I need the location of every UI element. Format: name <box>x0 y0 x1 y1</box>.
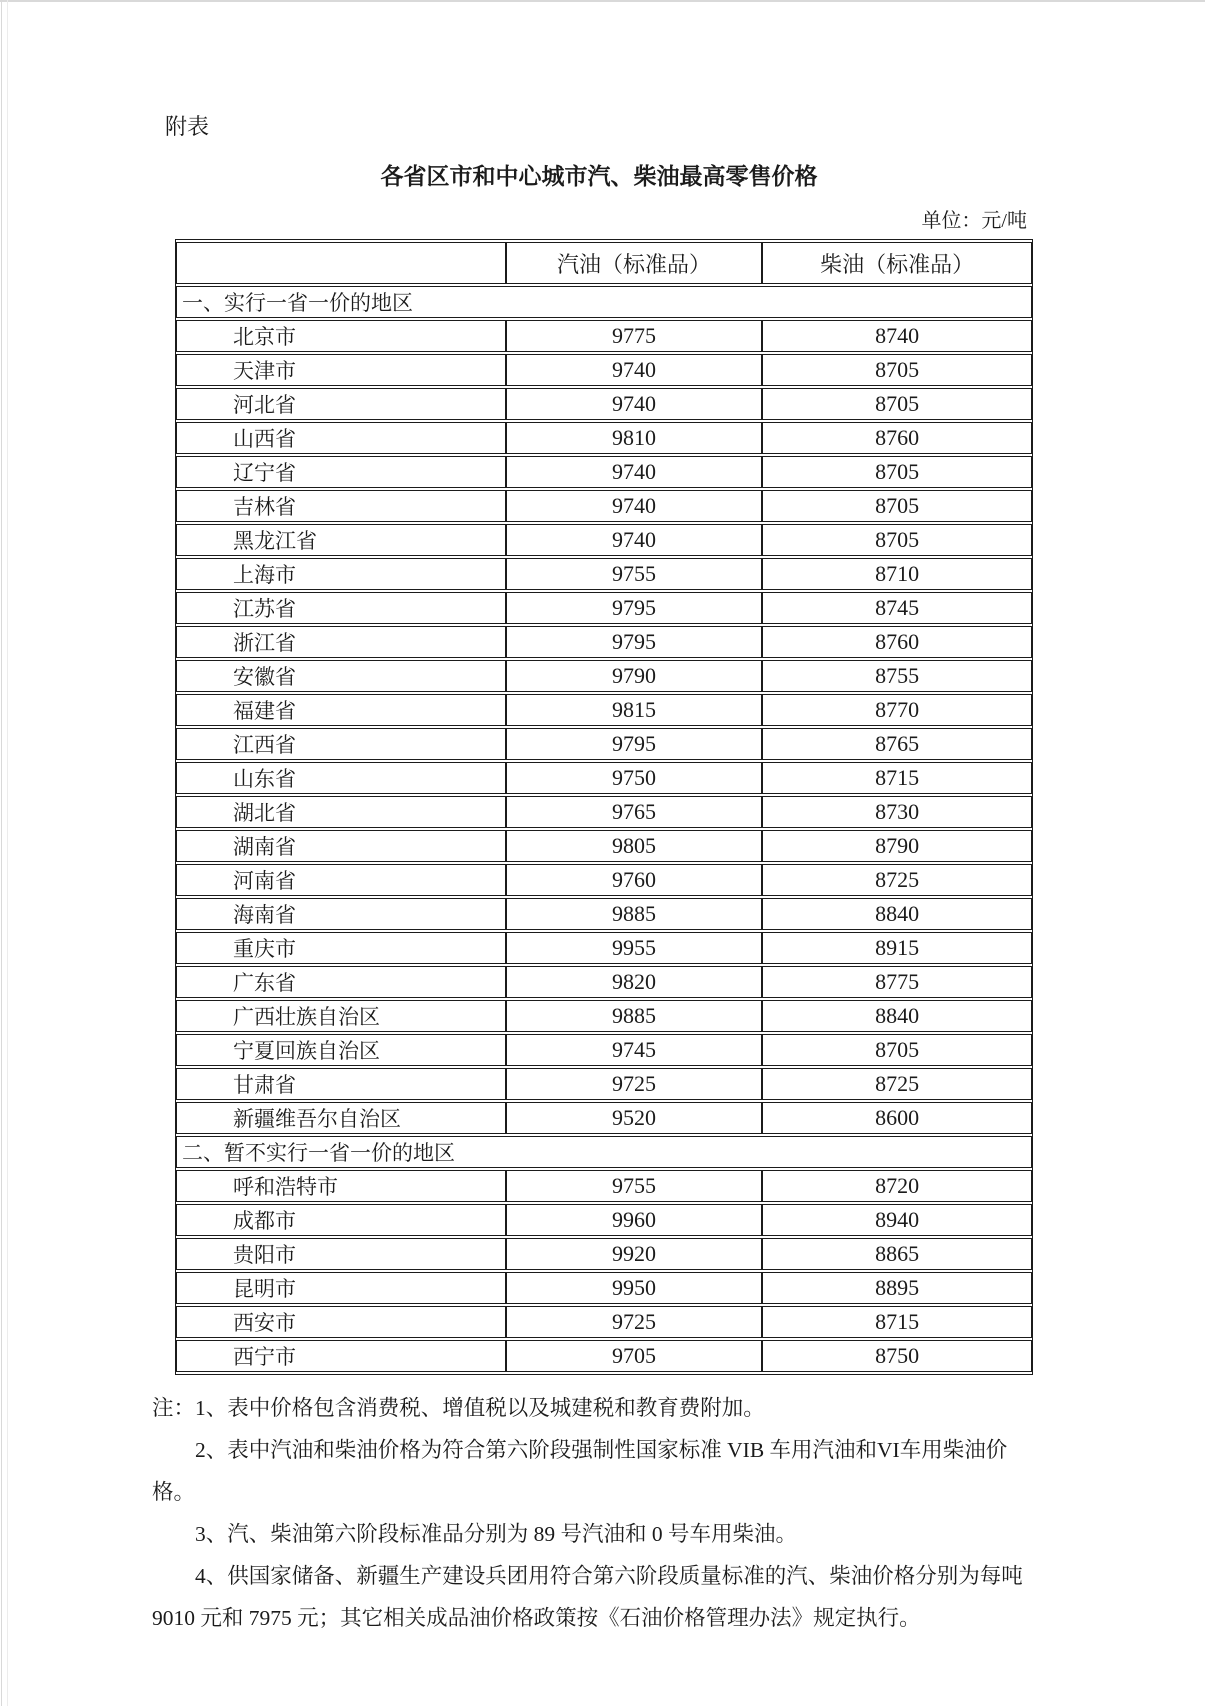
diesel-price-cell: 8715 <box>762 762 1032 794</box>
table-row <box>176 524 1032 556</box>
region-cell: 辽宁省 <box>176 456 506 488</box>
diesel-price-cell: 8745 <box>762 592 1032 624</box>
region-cell: 福建省 <box>176 694 506 726</box>
table-row <box>176 898 1032 930</box>
diesel-price-cell: 8730 <box>762 796 1032 828</box>
gasoline-price-cell: 9795 <box>506 626 763 658</box>
region-cell: 昆明市 <box>176 1272 506 1304</box>
diesel-price-cell: 8705 <box>762 354 1032 386</box>
region-cell: 呼和浩特市 <box>176 1170 506 1202</box>
gasoline-price-cell: 9705 <box>506 1340 763 1372</box>
table-row <box>176 1102 1032 1134</box>
region-cell: 广东省 <box>176 966 506 998</box>
gasoline-price-cell: 9750 <box>506 762 763 794</box>
gasoline-price-cell: 9740 <box>506 490 763 522</box>
region-cell: 上海市 <box>176 558 506 590</box>
unit-label: 单位：元/吨 <box>921 210 1027 232</box>
corner-blank-cell <box>176 242 506 284</box>
section-label-cell: 一、实行一省一价的地区 <box>176 286 1032 318</box>
region-cell: 河北省 <box>176 388 506 420</box>
gasoline-price-cell: 9820 <box>506 966 763 998</box>
diesel-price-cell: 8705 <box>762 1034 1032 1066</box>
diesel-price-cell: 8725 <box>762 864 1032 896</box>
region-cell: 西安市 <box>176 1306 506 1338</box>
gasoline-price-cell: 9810 <box>506 422 763 454</box>
gasoline-price-cell: 9755 <box>506 1170 763 1202</box>
gasoline-price-cell: 9755 <box>506 558 763 590</box>
region-cell: 广西壮族自治区 <box>176 1000 506 1032</box>
gasoline-price-cell: 9920 <box>506 1238 763 1270</box>
table-row <box>176 456 1032 488</box>
page-left-edge-line-faint <box>7 0 8 1706</box>
page-title: 各省区市和中心城市汽、柴油最高零售价格 <box>380 164 818 189</box>
section-row-2 <box>176 1136 1032 1168</box>
region-cell: 湖南省 <box>176 830 506 862</box>
table-row <box>176 320 1032 352</box>
gasoline-price-cell: 9740 <box>506 456 763 488</box>
gasoline-price-cell: 9955 <box>506 932 763 964</box>
region-cell: 重庆市 <box>176 932 506 964</box>
table-row <box>176 490 1032 522</box>
region-cell: 江西省 <box>176 728 506 760</box>
table-row <box>176 1272 1032 1304</box>
table-row <box>176 660 1032 692</box>
gasoline-price-cell: 9885 <box>506 1000 763 1032</box>
diesel-price-cell: 8765 <box>762 728 1032 760</box>
region-cell: 海南省 <box>176 898 506 930</box>
region-cell: 天津市 <box>176 354 506 386</box>
region-cell: 贵阳市 <box>176 1238 506 1270</box>
gasoline-price-cell: 9740 <box>506 388 763 420</box>
region-cell: 浙江省 <box>176 626 506 658</box>
region-cell: 甘肃省 <box>176 1068 506 1100</box>
diesel-price-cell: 8895 <box>762 1272 1032 1304</box>
diesel-price-cell: 8705 <box>762 456 1032 488</box>
table-row <box>176 1000 1032 1032</box>
table-row <box>176 1068 1032 1100</box>
column-header-diesel: 柴油（标准品） <box>762 242 1032 284</box>
gasoline-price-cell: 9520 <box>506 1102 763 1134</box>
diesel-price-cell: 8940 <box>762 1204 1032 1236</box>
note-2: 2、表中汽油和柴油价格为符合第六阶段强制性国家标准 VIB 车用汽油和VI车用柴油价格。 <box>152 1438 1008 1504</box>
region-cell: 山西省 <box>176 422 506 454</box>
note-3: 3、汽、柴油第六阶段标准品分别为 89 号汽油和 0 号车用柴油。 <box>195 1522 798 1546</box>
diesel-price-cell: 8755 <box>762 660 1032 692</box>
region-cell: 成都市 <box>176 1204 506 1236</box>
diesel-price-cell: 8720 <box>762 1170 1032 1202</box>
table-row <box>176 1204 1032 1236</box>
table-row <box>176 830 1032 862</box>
table-row <box>176 592 1032 624</box>
region-cell: 黑龙江省 <box>176 524 506 556</box>
region-cell: 湖北省 <box>176 796 506 828</box>
table-row <box>176 966 1032 998</box>
diesel-price-cell: 8750 <box>762 1340 1032 1372</box>
table-row <box>176 422 1032 454</box>
diesel-price-cell: 8705 <box>762 388 1032 420</box>
gasoline-price-cell: 9760 <box>506 864 763 896</box>
note-1: 注：1、表中价格包含消费税、增值税以及城建税和教育费附加。 <box>152 1396 765 1420</box>
gasoline-price-cell: 9950 <box>506 1272 763 1304</box>
diesel-price-cell: 8740 <box>762 320 1032 352</box>
diesel-price-cell: 8915 <box>762 932 1032 964</box>
gasoline-price-cell: 9795 <box>506 592 763 624</box>
diesel-price-cell: 8705 <box>762 490 1032 522</box>
table-row <box>176 694 1032 726</box>
table-row <box>176 1238 1032 1270</box>
table-row <box>176 626 1032 658</box>
notes-block <box>152 1387 1034 1639</box>
section-row-1 <box>176 286 1032 318</box>
region-cell: 江苏省 <box>176 592 506 624</box>
region-cell: 河南省 <box>176 864 506 896</box>
diesel-price-cell: 8840 <box>762 1000 1032 1032</box>
table-row <box>176 796 1032 828</box>
diesel-price-cell: 8715 <box>762 1306 1032 1338</box>
attachment-label: 附表 <box>165 114 210 139</box>
region-cell: 北京市 <box>176 320 506 352</box>
gasoline-price-cell: 9740 <box>506 354 763 386</box>
gasoline-price-cell: 9775 <box>506 320 763 352</box>
document-page <box>152 112 1033 1639</box>
region-cell: 安徽省 <box>176 660 506 692</box>
gasoline-price-cell: 9725 <box>506 1068 763 1100</box>
gasoline-price-cell: 9765 <box>506 796 763 828</box>
gasoline-price-cell: 9745 <box>506 1034 763 1066</box>
diesel-price-cell: 8840 <box>762 898 1032 930</box>
table-row <box>176 762 1032 794</box>
column-header-gasoline: 汽油（标准品） <box>506 242 763 284</box>
diesel-price-cell: 8600 <box>762 1102 1032 1134</box>
table-row <box>176 354 1032 386</box>
region-cell: 吉林省 <box>176 490 506 522</box>
price-table <box>175 239 1033 1375</box>
diesel-price-cell: 8725 <box>762 1068 1032 1100</box>
price-table-body <box>176 242 1032 1372</box>
table-row <box>176 864 1032 896</box>
table-row <box>176 558 1032 590</box>
diesel-price-cell: 8705 <box>762 524 1032 556</box>
diesel-price-cell: 8790 <box>762 830 1032 862</box>
table-row <box>176 1306 1032 1338</box>
table-row <box>176 1340 1032 1372</box>
diesel-price-cell: 8760 <box>762 626 1032 658</box>
gasoline-price-cell: 9815 <box>506 694 763 726</box>
region-cell: 新疆维吾尔自治区 <box>176 1102 506 1134</box>
header-row <box>176 242 1032 284</box>
gasoline-price-cell: 9885 <box>506 898 763 930</box>
region-cell: 西宁市 <box>176 1340 506 1372</box>
table-row <box>176 388 1032 420</box>
gasoline-price-cell: 9740 <box>506 524 763 556</box>
gasoline-price-cell: 9790 <box>506 660 763 692</box>
table-row <box>176 1034 1032 1066</box>
gasoline-price-cell: 9805 <box>506 830 763 862</box>
section-label-cell: 二、暂不实行一省一价的地区 <box>176 1136 1032 1168</box>
diesel-price-cell: 8760 <box>762 422 1032 454</box>
page-top-edge-line <box>0 0 1205 2</box>
diesel-price-cell: 8710 <box>762 558 1032 590</box>
table-row <box>176 1170 1032 1202</box>
diesel-price-cell: 8770 <box>762 694 1032 726</box>
page-left-edge-line <box>1 0 2 1706</box>
region-cell: 宁夏回族自治区 <box>176 1034 506 1066</box>
table-row <box>176 932 1032 964</box>
region-cell: 山东省 <box>176 762 506 794</box>
gasoline-price-cell: 9960 <box>506 1204 763 1236</box>
diesel-price-cell: 8865 <box>762 1238 1032 1270</box>
table-row <box>176 728 1032 760</box>
diesel-price-cell: 8775 <box>762 966 1032 998</box>
note-4: 4、供国家储备、新疆生产建设兵团用符合第六阶段质量标准的汽、柴油价格分别为每吨 9010 元和 7975 元；其它相关成品油价格政策按《石油价格管理办法》规定执行。 <box>152 1564 1023 1630</box>
gasoline-price-cell: 9795 <box>506 728 763 760</box>
gasoline-price-cell: 9725 <box>506 1306 763 1338</box>
